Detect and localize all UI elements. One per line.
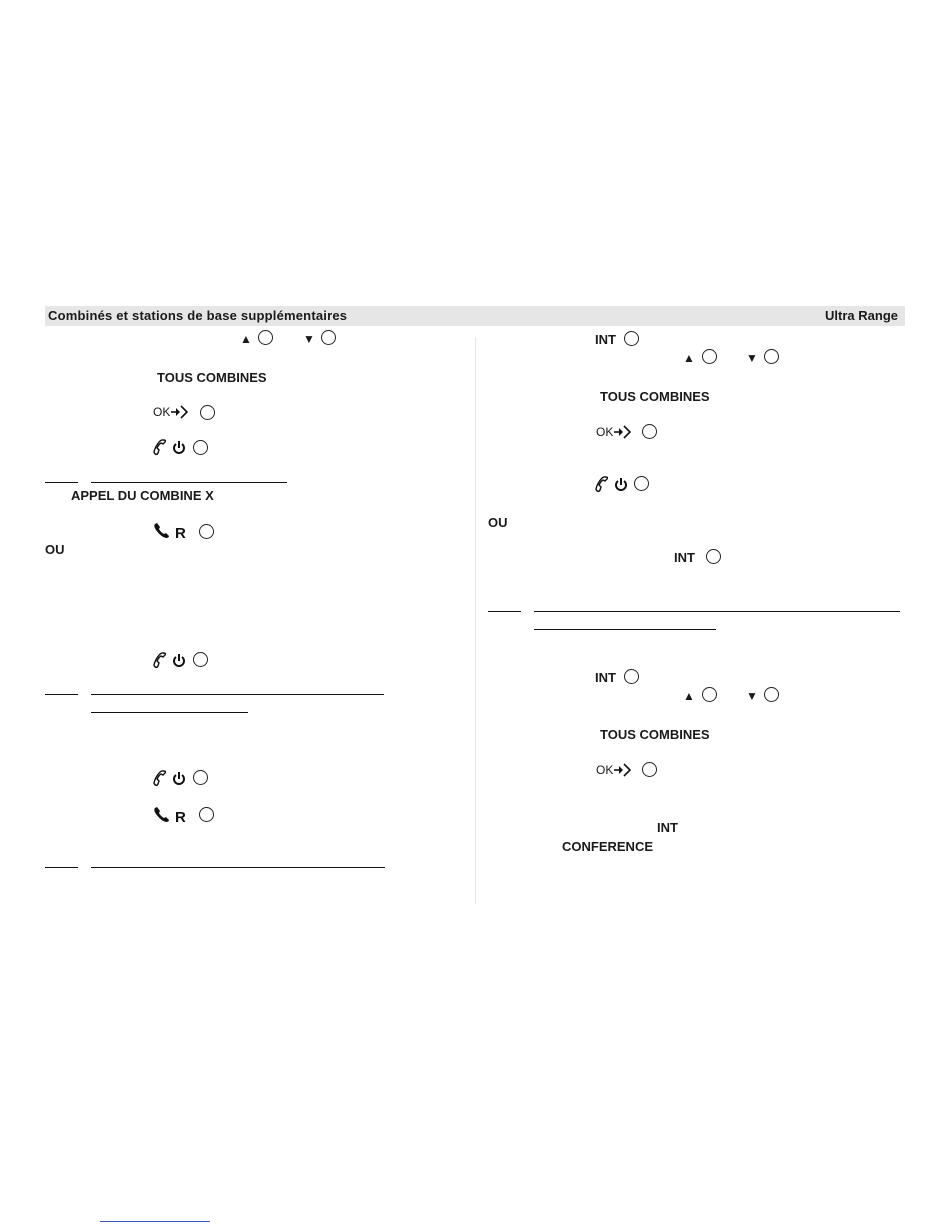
- down-arrow-icon: ▼: [746, 351, 758, 365]
- key-circle: [702, 687, 717, 702]
- column-divider: [475, 337, 476, 904]
- talk-r-icon: [152, 522, 188, 540]
- r-label: R: [175, 525, 186, 540]
- key-circle: [193, 652, 208, 667]
- key-circle: [702, 349, 717, 364]
- enter-arrow-icon: [613, 762, 633, 778]
- key-circle: [193, 440, 208, 455]
- display-text-tous-combines: TOUS COMBINES: [157, 370, 267, 385]
- key-circle: [634, 476, 649, 491]
- hangup-power-icon: [152, 438, 188, 456]
- key-circle: [642, 762, 657, 777]
- or-label: OU: [45, 542, 65, 557]
- ok-key-label: OK: [153, 405, 171, 419]
- section-title: Combinés et stations de base supplémentaires: [48, 308, 348, 323]
- display-text-tous-combines: TOUS COMBINES: [600, 389, 710, 404]
- rule: [534, 629, 716, 630]
- ok-key-icon: [153, 404, 190, 420]
- enter-arrow-icon: [613, 424, 633, 440]
- rule: [91, 867, 385, 868]
- rule: [91, 482, 287, 483]
- key-circle: [764, 687, 779, 702]
- down-arrow-icon: ▼: [746, 689, 758, 703]
- hangup-power-icon: [152, 769, 188, 787]
- rule: [45, 867, 78, 868]
- key-circle: [193, 770, 208, 785]
- ok-key-icon: [596, 762, 633, 778]
- int-label: INT: [595, 670, 616, 685]
- int-label: INT: [595, 332, 616, 347]
- key-circle: [199, 524, 214, 539]
- key-circle: [706, 549, 721, 564]
- ok-key-icon: [596, 424, 633, 440]
- key-circle: [258, 330, 273, 345]
- section-header: [45, 306, 905, 326]
- display-text-appel-du-combine: APPEL DU COMBINE X: [71, 488, 214, 503]
- brand-name: Ultra Range: [825, 308, 898, 323]
- talk-r-icon: [152, 806, 188, 824]
- key-circle: [624, 669, 639, 684]
- up-arrow-icon: ▲: [683, 689, 695, 703]
- key-circle: [764, 349, 779, 364]
- r-label: R: [175, 809, 186, 824]
- key-circle: [642, 424, 657, 439]
- footer-link-underline: [100, 1221, 210, 1222]
- rule: [488, 611, 521, 612]
- rule: [534, 611, 900, 612]
- enter-arrow-icon: [170, 404, 190, 420]
- ok-key-label: OK: [596, 763, 614, 777]
- key-circle: [200, 405, 215, 420]
- display-text-tous-combines: TOUS COMBINES: [600, 727, 710, 742]
- display-text-conference: CONFERENCE: [562, 839, 654, 854]
- int-label: INT: [674, 550, 695, 565]
- or-label: OU: [488, 515, 508, 530]
- key-circle: [321, 330, 336, 345]
- hangup-power-icon: [594, 475, 630, 493]
- up-arrow-icon: ▲: [240, 332, 252, 346]
- rule: [91, 712, 248, 713]
- hangup-power-icon: [152, 651, 188, 669]
- down-arrow-icon: ▼: [303, 332, 315, 346]
- key-circle: [199, 807, 214, 822]
- rule: [45, 694, 78, 695]
- ok-key-label: OK: [596, 425, 614, 439]
- key-circle: [624, 331, 639, 346]
- int-label: INT: [657, 820, 678, 835]
- rule: [45, 482, 78, 483]
- rule: [91, 694, 384, 695]
- up-arrow-icon: ▲: [683, 351, 695, 365]
